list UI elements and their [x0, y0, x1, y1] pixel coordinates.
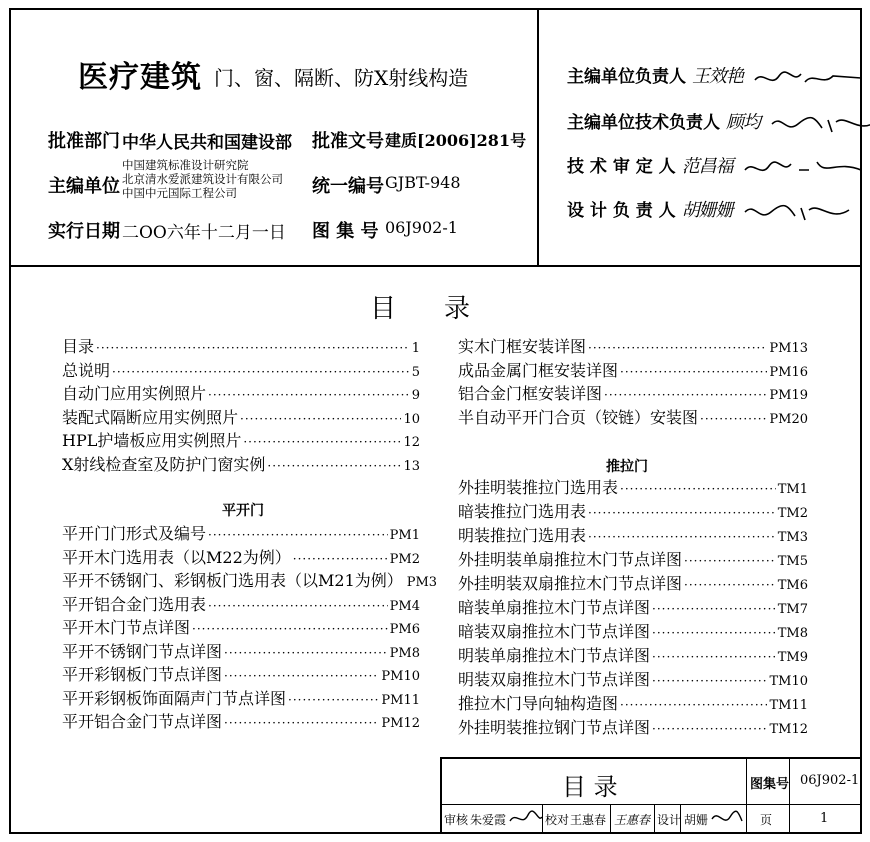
toc-item-title: 明装推拉门选用表 — [458, 526, 587, 545]
toc-item[interactable] — [62, 571, 438, 591]
unified-no: GJBT-948 — [385, 173, 461, 192]
toc-leader-dots — [224, 713, 379, 733]
toc-leader-dots — [652, 671, 767, 691]
toc-item[interactable] — [62, 548, 420, 568]
toc-item[interactable] — [458, 718, 808, 738]
toc-item-title: 平开铝合金门节点详图 — [62, 712, 223, 731]
toc-item-title: 平开不锈钢门节点详图 — [62, 641, 223, 661]
signature-name: 王效艳 — [692, 66, 743, 87]
toc-item-title: 成品金属门框安装详图 — [458, 360, 619, 380]
toc-leader-dots — [224, 666, 379, 686]
page-label: 页 — [760, 813, 773, 827]
toc-item[interactable] — [62, 524, 420, 544]
toc-item[interactable] — [458, 670, 808, 690]
signature-row-4 — [567, 196, 853, 224]
toc-item-title: 平开门门形式及编号 — [62, 524, 207, 543]
toc-leader-dots — [192, 619, 388, 639]
toc-leader-dots — [240, 409, 401, 429]
toc-item[interactable] — [62, 337, 420, 357]
toc-item[interactable] — [62, 361, 420, 381]
handwritten-signature-icon — [753, 66, 863, 90]
toc-item-page: PM2 — [389, 551, 420, 567]
toc-leader-dots — [588, 527, 776, 547]
atlas-no-label: 图 集 号 — [312, 221, 379, 242]
toc-item-page: 9 — [411, 388, 420, 403]
toc-leader-dots — [620, 362, 767, 382]
toc-item-page: TM3 — [777, 530, 808, 545]
approval-dept: 中华人民共和国建设部 — [122, 133, 292, 153]
toc-item-page: TM1 — [777, 482, 808, 497]
toc-leader-dots — [243, 432, 401, 452]
signature-row-1 — [567, 62, 863, 90]
toc-leader-dots — [588, 338, 767, 358]
signature-label: 主编单位技术负责人 — [567, 113, 720, 133]
toc-item-title: 推拉木门导向轴构造图 — [458, 694, 619, 713]
toc-item-title: 外挂明装双扇推拉木门节点详图 — [458, 574, 683, 593]
signature-name: 范昌福 — [681, 156, 733, 177]
toc-item-page: PM4 — [389, 598, 420, 614]
review-signature-icon — [508, 807, 544, 829]
signature-name: 顾均 — [726, 112, 760, 133]
approval-dept-label: 批准部门 — [48, 131, 120, 152]
approval-doc: 建质[2006]281号 — [385, 131, 527, 150]
toc-leader-dots — [208, 385, 410, 405]
toc-item-page: 5 — [411, 364, 420, 380]
toc-item[interactable] — [458, 694, 808, 714]
toc-item-page: TM11 — [769, 698, 808, 713]
toc-leader-dots — [96, 338, 410, 358]
toc-item[interactable] — [62, 384, 420, 404]
toc-item-title: 铝合金门框安装详图 — [458, 384, 603, 403]
check-label: 校对 — [545, 813, 570, 827]
toc-item-page: TM7 — [777, 602, 808, 617]
toc-item-title: 暗装推拉门选用表 — [458, 502, 587, 521]
toc-item-page: TM6 — [777, 578, 808, 593]
toc-item-title: 目录 — [62, 337, 95, 356]
toc-item[interactable] — [62, 455, 420, 475]
toc-item-title: 平开彩钢板饰面隔声门节点详图 — [62, 688, 287, 708]
toc-item[interactable] — [62, 618, 420, 638]
toc-leader-dots — [112, 362, 410, 382]
toc-item-page: TM9 — [777, 650, 808, 665]
toc-item[interactable] — [62, 408, 420, 428]
toc-item-page: PM16 — [769, 364, 808, 380]
toc-leader-dots — [684, 551, 776, 571]
toc-leader-dots — [604, 385, 767, 405]
toc-item-title: HPL护墙板应用实例照片 — [62, 431, 242, 450]
toc-leader-dots — [588, 503, 776, 523]
review-label: 审核 — [444, 813, 469, 827]
toc-leader-dots — [684, 575, 776, 595]
toc-item-page: 12 — [403, 435, 420, 450]
toc-item-page: PM1 — [389, 528, 420, 543]
signature-row-2 — [567, 108, 870, 136]
toc-item[interactable] — [458, 502, 808, 522]
section-title-pm: 平开门 — [222, 503, 264, 519]
toc-item-page: TM10 — [769, 674, 808, 689]
signature-row-3 — [567, 152, 863, 180]
document-subtitle: 门、窗、隔断、防X射线构造 — [214, 66, 469, 90]
atlas-no: 06J902-1 — [385, 218, 458, 237]
toc-leader-dots — [620, 479, 776, 499]
toc-item-title: 平开不锈钢门、彩钢板门选用表（以M21为例） — [62, 571, 403, 590]
signature-divider — [537, 8, 539, 265]
toc-item[interactable] — [458, 361, 808, 381]
section-title-tm: 推拉门 — [606, 459, 648, 475]
toc-item-page: TM12 — [769, 722, 808, 737]
toc-item-title: 总说明 — [62, 360, 111, 380]
toc-item[interactable] — [62, 595, 420, 615]
effective-date-label: 实行日期 — [48, 221, 120, 242]
design-signature-icon — [710, 807, 744, 829]
effective-date: 二OO六年十二月一日 — [122, 223, 286, 243]
toc-item-page: PM8 — [389, 645, 420, 661]
toc-item-page: TM8 — [777, 626, 808, 641]
toc-item[interactable] — [62, 431, 420, 451]
toc-item-page: 13 — [403, 458, 420, 474]
toc-item[interactable] — [458, 646, 808, 666]
toc-item-page: PM11 — [381, 692, 420, 708]
toc-heading-char: 目 — [370, 294, 397, 324]
unified-no-label: 统一编号 — [312, 176, 384, 197]
atlas-number: 06J902-1 — [800, 773, 860, 788]
toc-item-page: TM5 — [777, 554, 808, 569]
toc-item-page: PM13 — [769, 341, 808, 356]
toc-item-title: X射线检查室及防护门窗实例 — [62, 454, 266, 474]
handwritten-signature-icon — [743, 156, 863, 180]
editor-unit-2: 北京清水爱派建筑设计有限公司 — [122, 172, 283, 186]
toc-item-title: 暗装单扇推拉木门节点详图 — [458, 598, 651, 617]
design-label: 设计 — [657, 813, 682, 827]
check-name: 王惠春 — [570, 813, 607, 827]
toc-item-title: 平开铝合金门选用表 — [62, 594, 207, 614]
toc-item-title: 暗装双扇推拉木门节点详图 — [458, 622, 651, 641]
signature-label: 主编单位负责人 — [567, 67, 686, 87]
signature-label: 设 计 负 责 人 — [567, 201, 676, 221]
toc-item[interactable] — [458, 574, 808, 594]
title-block — [440, 757, 862, 834]
toc-item-title: 平开木门节点详图 — [62, 618, 191, 637]
document-title: 医疗建筑 — [78, 60, 202, 95]
toc-leader-dots — [267, 456, 401, 476]
handwritten-signature-icon — [770, 112, 870, 136]
toc-item-title: 平开彩钢板门节点详图 — [62, 665, 223, 684]
toc-leader-dots — [288, 690, 379, 710]
page-number: 1 — [820, 811, 829, 826]
atlas-label: 图集号 — [750, 777, 790, 792]
toc-item[interactable] — [62, 712, 420, 732]
title-block-title: 目 录 — [562, 773, 618, 801]
editor-unit-1: 中国建筑标准设计研究院 — [122, 158, 249, 172]
toc-item[interactable] — [62, 665, 420, 685]
toc-item-page: PM6 — [389, 622, 420, 637]
toc-item[interactable] — [458, 526, 808, 546]
approval-doc-label: 批准文号 — [312, 131, 384, 152]
toc-item[interactable] — [458, 478, 808, 498]
toc-item[interactable] — [62, 642, 420, 662]
signature-label: 技 术 审 定 人 — [567, 157, 676, 177]
toc-item[interactable] — [458, 598, 808, 618]
toc-item-page: PM10 — [381, 669, 420, 684]
check-signature: 王惠春 — [614, 813, 651, 827]
toc-leader-dots — [652, 719, 767, 739]
toc-item[interactable] — [458, 384, 808, 404]
toc-item-title: 外挂明装单扇推拉木门节点详图 — [458, 550, 683, 569]
toc-leader-dots — [293, 549, 388, 569]
toc-item[interactable] — [458, 550, 808, 570]
review-name: 朱爱霞 — [470, 813, 507, 827]
toc-leader-dots — [652, 599, 776, 619]
editor-unit-3: 中国中元国际工程公司 — [122, 186, 237, 200]
toc-item-title: 半自动平开门合页（铰链）安装图 — [458, 407, 699, 427]
editor-unit-label: 主编单位 — [48, 176, 120, 197]
toc-item-title: 装配式隔断应用实例照片 — [62, 407, 239, 427]
toc-leader-dots — [620, 695, 767, 715]
toc-leader-dots — [652, 623, 776, 643]
toc-leader-dots — [208, 596, 388, 616]
toc-item-title: 明装单扇推拉木门节点详图 — [458, 646, 651, 665]
toc-item-title: 明装双扇推拉木门节点详图 — [458, 670, 651, 689]
toc-item[interactable] — [62, 689, 420, 709]
toc-item-title: 自动门应用实例照片 — [62, 384, 207, 403]
toc-item-title: 外挂明装推拉钢门节点详图 — [458, 718, 651, 737]
handwritten-signature-icon — [743, 200, 853, 224]
toc-heading-char: 录 — [444, 294, 471, 324]
toc-item-page: 10 — [403, 411, 420, 427]
toc-item-title: 实木门框安装详图 — [458, 337, 587, 356]
toc-leader-dots — [224, 643, 388, 663]
toc-item-page: 1 — [411, 341, 420, 356]
toc-item-page: PM20 — [769, 411, 808, 427]
toc-heading — [370, 288, 470, 325]
toc-item[interactable] — [458, 337, 808, 357]
signature-name: 胡姗姗 — [681, 200, 733, 221]
toc-item[interactable] — [458, 622, 808, 642]
toc-item-page: PM12 — [381, 716, 420, 731]
toc-item[interactable] — [458, 408, 808, 428]
toc-item-page: PM19 — [769, 388, 808, 403]
toc-item-page: PM3 — [406, 575, 438, 590]
toc-item-page: TM2 — [777, 506, 808, 521]
toc-item-title: 外挂明装推拉门选用表 — [458, 478, 619, 497]
header-divider — [9, 265, 862, 267]
toc-item-title: 平开木门选用表（以M22为例） — [62, 547, 291, 567]
toc-leader-dots — [652, 647, 776, 667]
toc-leader-dots — [208, 525, 388, 545]
toc-leader-dots — [700, 409, 767, 429]
design-name: 胡姗 — [684, 813, 709, 827]
